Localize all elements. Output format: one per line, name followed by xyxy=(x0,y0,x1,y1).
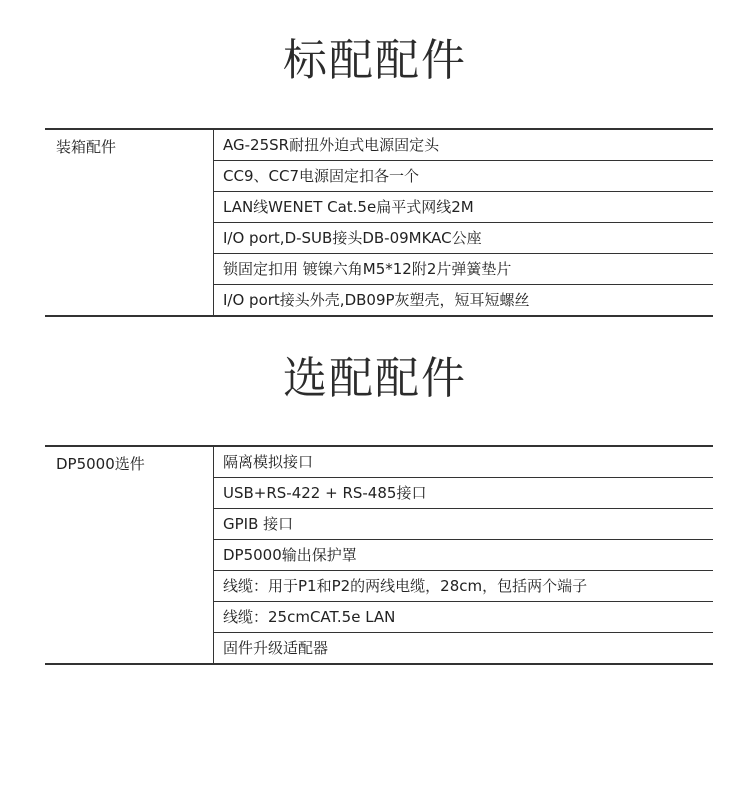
category-label: 装箱配件 xyxy=(56,138,117,156)
standard-accessories-table xyxy=(45,128,713,317)
item-list xyxy=(214,130,713,315)
table-row: 线缆：25cmCAT.5e LAN xyxy=(214,602,713,633)
table-row: USB+RS-422 + RS-485接口 xyxy=(214,478,713,509)
table-row: DP5000输出保护罩 xyxy=(214,540,713,571)
table-row: GPIB 接口 xyxy=(214,509,713,540)
optional-accessories-title: 选配配件 xyxy=(283,353,467,404)
table-row: I/O port,D-SUB接头DB-09MKAC公座 xyxy=(214,223,713,254)
table-row: 隔离模拟接口 xyxy=(214,447,713,478)
standard-accessories-title: 标配配件 xyxy=(283,35,467,86)
category-label: DP5000选件 xyxy=(56,455,145,473)
item-list xyxy=(214,447,713,663)
table-row: 固件升级适配器 xyxy=(223,639,329,657)
table-row: AG-25SR耐扭外迫式电源固定头 xyxy=(214,130,713,161)
optional-accessories-table xyxy=(45,445,713,665)
table-row: I/O port接头外壳,DB09P灰塑壳，短耳短螺丝 xyxy=(223,291,530,309)
table-row: 锁固定扣用 镀镍六角M5*12附2片弹簧垫片 xyxy=(214,254,713,285)
table-row: 线缆：用于P1和P2的两线电缆，28cm，包括两个端子 xyxy=(214,571,713,602)
table-row: LAN线WENET Cat.5e扁平式网线2M xyxy=(214,192,713,223)
category-cell xyxy=(45,447,214,663)
category-cell xyxy=(45,130,214,315)
table-row: CC9、CC7电源固定扣各一个 xyxy=(214,161,713,192)
